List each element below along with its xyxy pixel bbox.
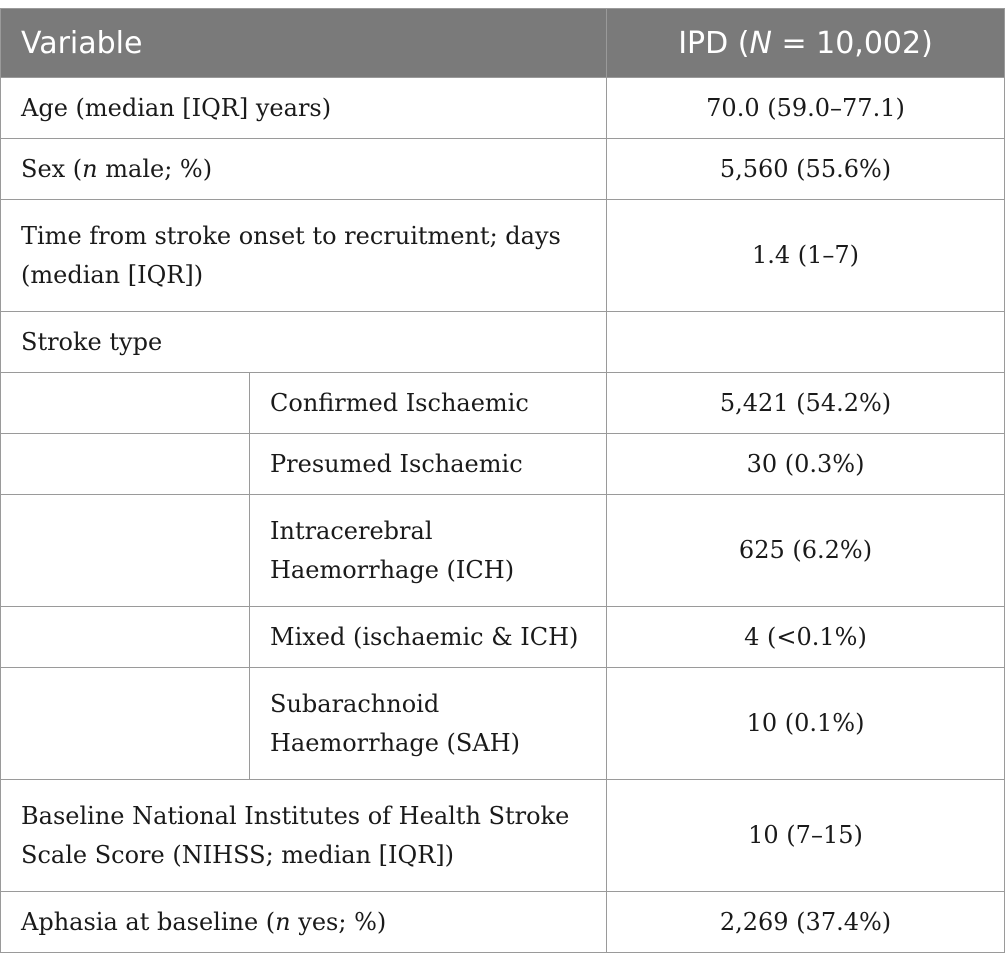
table-row <box>1 139 1005 200</box>
row-label: Age (median [IQR] years) <box>1 78 607 139</box>
indent-cell <box>1 607 250 668</box>
row-label: Subarachnoid Haemorrhage (SAH) <box>250 668 607 780</box>
row-value: 30 (0.3%) <box>607 434 1005 495</box>
header-row <box>1 9 1005 78</box>
row-label: Presumed Ischaemic <box>250 434 607 495</box>
header-ipd-n: N <box>749 25 772 61</box>
data-table <box>0 8 1005 953</box>
row-label: Mixed (ischaemic & ICH) <box>250 607 607 668</box>
row-value: 2,269 (37.4%) <box>607 892 1005 953</box>
row-value: 1.4 (1–7) <box>607 200 1005 312</box>
table-row <box>1 200 1005 312</box>
row-label-prefix: Sex ( <box>21 154 83 183</box>
row-label: Baseline National Institutes of Health Stroke Scale Score (NIHSS; median [IQR]) <box>1 780 607 892</box>
header-variable: Variable <box>1 9 607 78</box>
table-row <box>1 495 1005 607</box>
table-row <box>1 892 1005 953</box>
indent-cell <box>1 373 250 434</box>
header-ipd-suffix: = 10,002) <box>771 25 933 61</box>
row-value: 4 (<0.1%) <box>607 607 1005 668</box>
header-ipd-prefix: IPD ( <box>678 25 750 61</box>
indent-cell <box>1 434 250 495</box>
row-value <box>607 312 1005 373</box>
table-row <box>1 434 1005 495</box>
row-label-suffix: yes; %) <box>290 907 387 936</box>
row-value: 5,560 (55.6%) <box>607 139 1005 200</box>
table-row <box>1 607 1005 668</box>
row-value: 10 (7–15) <box>607 780 1005 892</box>
row-label-prefix: Aphasia at baseline ( <box>21 907 276 936</box>
row-label: Confirmed Ischaemic <box>250 373 607 434</box>
row-label <box>1 892 607 953</box>
table-row <box>1 312 1005 373</box>
row-label-suffix: male; %) <box>97 154 213 183</box>
row-label <box>1 139 607 200</box>
table-row <box>1 780 1005 892</box>
row-label-italic: n <box>275 907 291 936</box>
row-label: Stroke type <box>1 312 607 373</box>
row-value: 70.0 (59.0–77.1) <box>607 78 1005 139</box>
table-row <box>1 373 1005 434</box>
indent-cell <box>1 495 250 607</box>
table-row <box>1 668 1005 780</box>
header-ipd <box>607 9 1005 78</box>
row-label: Time from stroke onset to recruitment; days (median [IQR]) <box>1 200 607 312</box>
table-row <box>1 78 1005 139</box>
row-value: 10 (0.1%) <box>607 668 1005 780</box>
row-value: 625 (6.2%) <box>607 495 1005 607</box>
row-value: 5,421 (54.2%) <box>607 373 1005 434</box>
row-label-italic: n <box>82 154 98 183</box>
indent-cell <box>1 668 250 780</box>
row-label: Intracerebral Haemorrhage (ICH) <box>250 495 607 607</box>
